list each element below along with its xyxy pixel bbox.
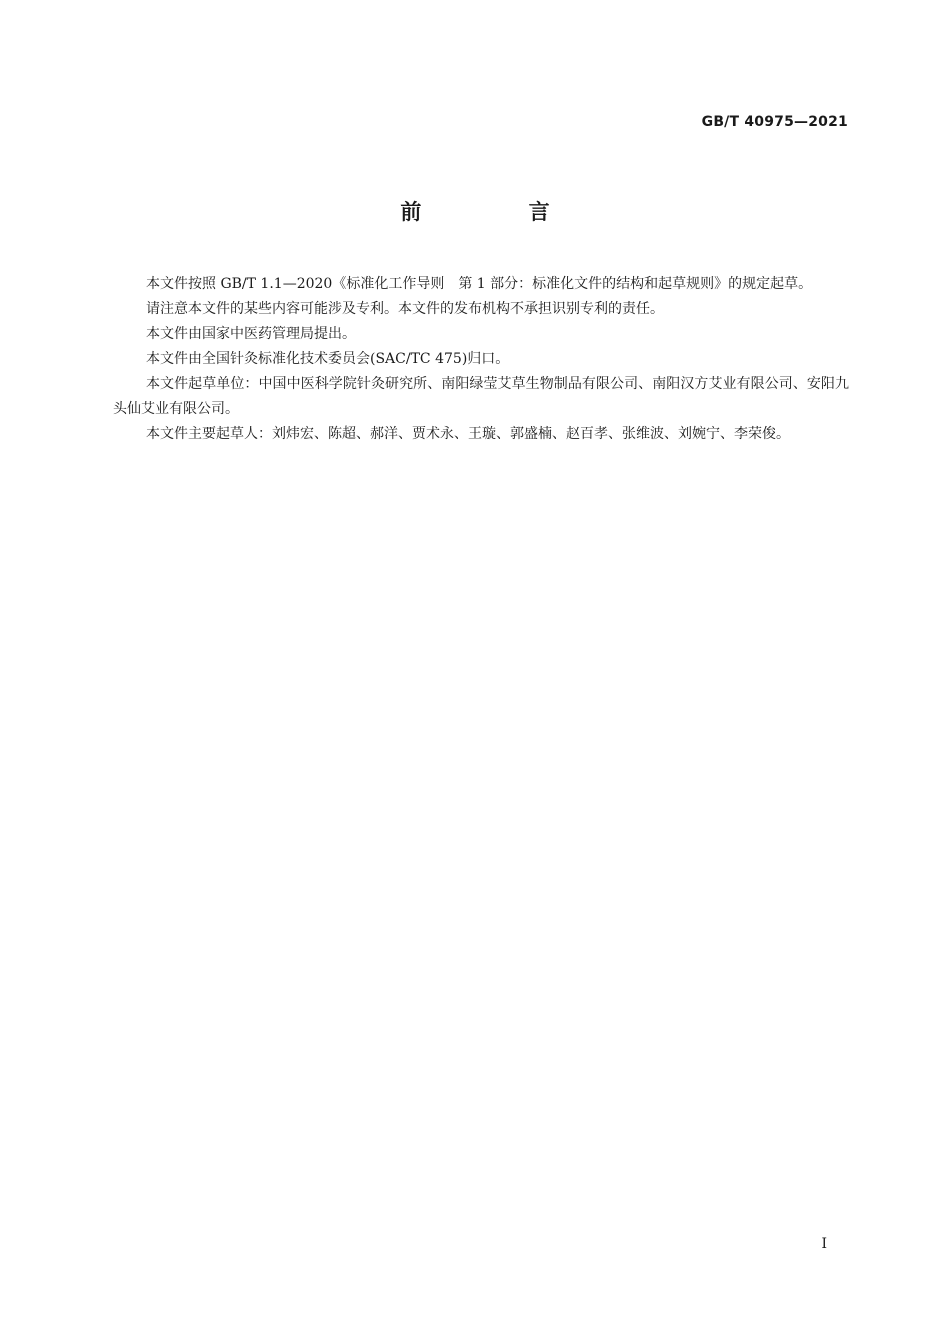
foreword-body (113, 272, 849, 447)
paragraph-proposer: 本文件由国家中医药管理局提出。 (146, 326, 356, 342)
paragraph-technical-committee: 本文件由全国针灸标准化技术委员会(SAC/TC 475)归口。 (146, 351, 510, 367)
paragraph-drafting-organizations: 本文件起草单位：中国中医科学院针灸研究所、南阳绿莹艾草生物制品有限公司、南阳汉方艾业有限公司、安阳九头仙艾业有限公司。 (113, 376, 849, 417)
paragraph-drafters: 本文件主要起草人：刘炜宏、陈超、郝洋、贾术永、王璇、郭盛楠、赵百孝、张维波、刘婉宁、李荣俊。 (146, 426, 790, 442)
paragraph-patent-notice: 请注意本文件的某些内容可能涉及专利。本文件的发布机构不承担识别专利的责任。 (146, 301, 664, 317)
page-title: 前 言 (400, 200, 600, 224)
paragraph-drafting-rules: 本文件按照 GB/T 1.1—2020《标准化工作导则 第 1 部分：标准化文件的结构和起草规则》的规定起草。 (146, 276, 813, 292)
page-number: I (821, 1236, 827, 1252)
standard-number: GB/T 40975—2021 (701, 114, 848, 130)
